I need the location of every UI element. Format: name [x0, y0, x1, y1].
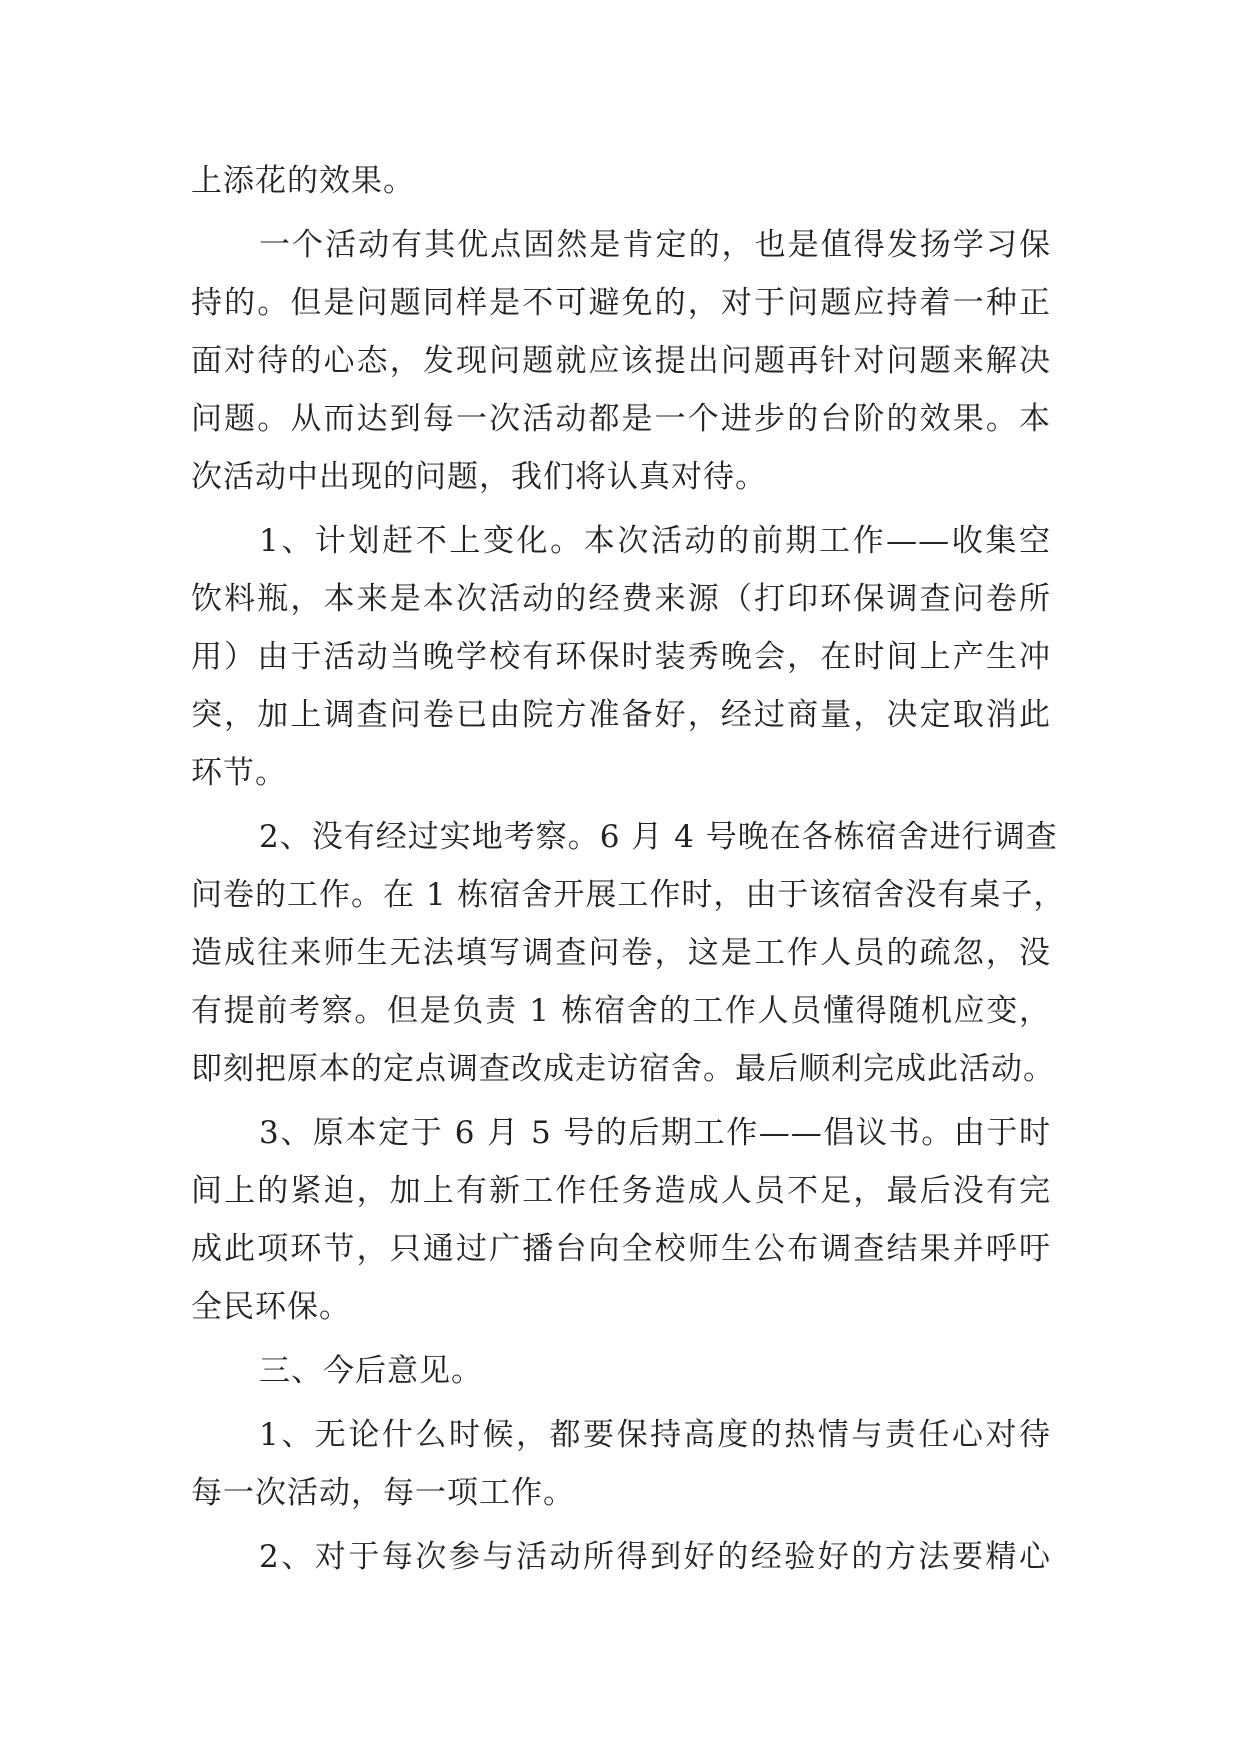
- document-body: [191, 152, 1066, 1586]
- paragraph-line: 上添花的效果。: [191, 163, 415, 199]
- paragraph-line: 有提前考察。但是负责 1 栋宿舍的工作人员懂得随机应变，: [191, 993, 1051, 1029]
- paragraph-line: 用）由于活动当晚学校有环保时装秀晚会，在时间上产生冲: [191, 639, 1051, 675]
- paragraph-line: 3、原本定于 6 月 5 号的后期工作——倡议书。由于时: [259, 1115, 1051, 1151]
- paragraph-line: 造成往来师生无法填写调查问卷，这是工作人员的疏忽，没: [191, 935, 1051, 971]
- paragraph-line: 问题。从而达到每一次活动都是一个进步的台阶的效果。本: [191, 401, 1051, 437]
- paragraph-line: 突，加上调查问卷已由院方准备好，经过商量，决定取消此: [191, 697, 1051, 733]
- paragraph-line: 成此项环节，只通过广播台向全校师生公布调查结果并呼吁: [191, 1231, 1051, 1267]
- paragraph-line: 问卷的工作。在 1 栋宿舍开展工作时，由于该宿舍没有桌子，: [191, 877, 1066, 913]
- paragraph-line: 次活动中出现的问题，我们将认真对待。: [191, 459, 767, 495]
- paragraph-line: 每一次活动，每一项工作。: [191, 1475, 575, 1511]
- paragraph-line: 环节。: [191, 755, 287, 791]
- paragraph-line: 饮料瓶，本来是本次活动的经费来源（打印环保调查问卷所: [191, 581, 1051, 617]
- paragraph-line: 持的。但是问题同样是不可避免的，对于问题应持着一种正: [191, 285, 1051, 321]
- paragraph-line: 间上的紧迫，加上有新工作任务造成人员不足，最后没有完: [191, 1173, 1051, 1209]
- section-heading: 三、今后意见。: [259, 1353, 483, 1389]
- paragraph-line: 1、计划赶不上变化。本次活动的前期工作——收集空: [259, 523, 1051, 559]
- paragraph-line: 2、没有经过实地考察。6 月 4 号晚在各栋宿舍进行调查: [259, 819, 1058, 855]
- paragraph-line: 2、对于每次参与活动所得到好的经验好的方法要精心: [259, 1539, 1051, 1575]
- paragraph-line: 一个活动有其优点固然是肯定的，也是值得发扬学习保: [259, 227, 1051, 263]
- paragraph-line: 即刻把原本的定点调查改成走访宿舍。最后顺利完成此活动。: [191, 1051, 1055, 1087]
- paragraph-line: 1、无论什么时候，都要保持高度的热情与责任心对待: [259, 1417, 1051, 1453]
- paragraph-line: 面对待的心态，发现问题就应该提出问题再针对问题来解决: [191, 343, 1051, 379]
- paragraph-line: 全民环保。: [191, 1289, 351, 1325]
